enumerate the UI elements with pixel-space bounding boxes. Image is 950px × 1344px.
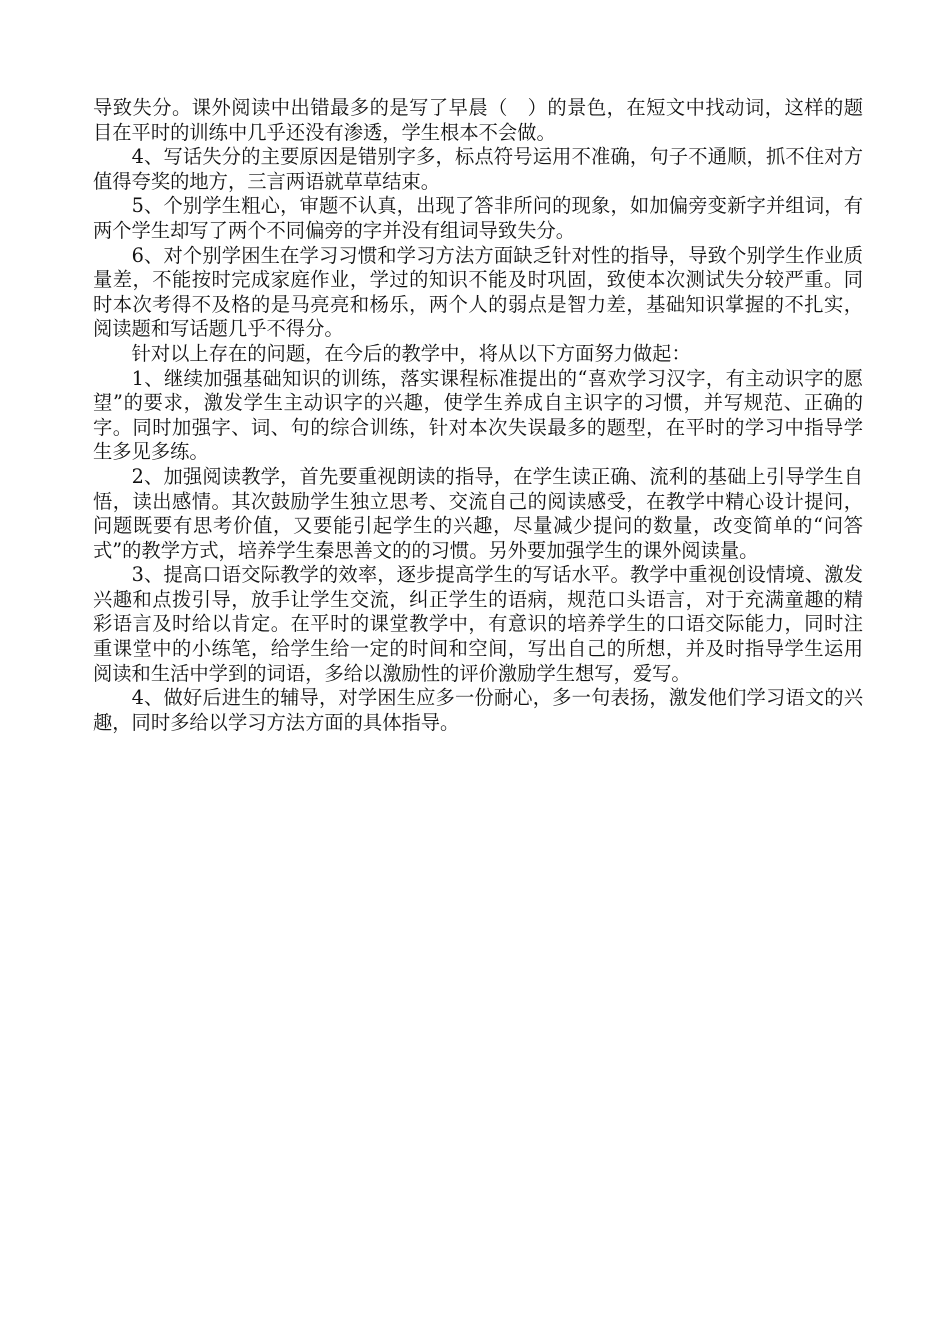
paragraph-measure-2-reading: 2、加强阅读教学，首先要重视朗读的指导，在学生读正确、流利的基础上引导学生自悟，读出感情。其次鼓励学生独立思考、交流自己的阅读感受，在教学中精心设计提问，问题既要有思考价值，又要能引起学生的兴趣，尽量减少提问的数量，改变简单的“问答式”的教学方式，培养学生秦思善文的的习惯。另外要加强学生的课外阅读量。 [93,464,863,562]
paragraph-measure-3-oral: 3、提高口语交际教学的效率，逐步提高学生的写话水平。教学中重视创设情境、激发兴趣和点拨引导，放手让学生交流，纠正学生的语病，规范口头语言，对于充满童趣的精彩语言及时给以肯定。在平时的课堂教学中，有意识的培养学生的口语交际能力，同时注重课堂中的小练笔，给学生给一定的时间和空间，写出自己的所想，并及时指导学生运用阅读和生活中学到的词语，多给以激励性的评价激励学生想写，爱写。 [93,563,863,685]
paragraph-measure-1-basics: 1、继续加强基础知识的训练，落实课程标准提出的“喜欢学习汉字，有主动识字的愿望”的要求，激发学生主动识字的兴趣，使学生养成自主识字的习惯，并写规范、正确的字。同时加强字、词、句的综合训练，针对本次失误最多的题型，在平时的学习中指导学生多见多练。 [93,366,863,464]
paragraph-improvement-intro: 针对以上存在的问题，在今后的教学中，将从以下方面努力做起： [131,341,691,365]
paragraph-item-4-writing-loss: 4、写话失分的主要原因是错别字多，标点符号运用不准确，句子不通顺，抓不住对方值得夸奖的地方，三言两语就草草结束。 [93,145,863,193]
document-body [93,96,863,735]
paragraph-item-5-careless: 5、个别学生粗心，审题不认真，出现了答非所问的现象，如加偏旁变新字并组词，有两个学生却写了两个不同偏旁的字并没有组词导致失分。 [93,194,863,242]
paragraph-measure-4-tutoring: 4、做好后进生的辅导，对学困生应多一份耐心，多一句表扬，激发他们学习语文的兴趣，同时多给以学习方法方面的具体指导。 [93,686,863,734]
paragraph-item-6-struggling-students: 6、对个别学困生在学习习惯和学习方法方面缺乏针对性的指导，导致个别学生作业质量差，不能按时完成家庭作业，学过的知识不能及时巩固，致使本次测试失分较严重。同时本次考得不及格的是马亮亮和杨乐，两个人的弱点是智力差，基础知识掌握的不扎实，阅读题和写话题几乎不得分。 [93,243,863,341]
paragraph-continuation: 导致失分。课外阅读中出错最多的是写了早晨（ ）的景色，在短文中找动词，这样的题目在平时的训练中几乎还没有渗透，学生根本不会做。 [93,96,863,144]
